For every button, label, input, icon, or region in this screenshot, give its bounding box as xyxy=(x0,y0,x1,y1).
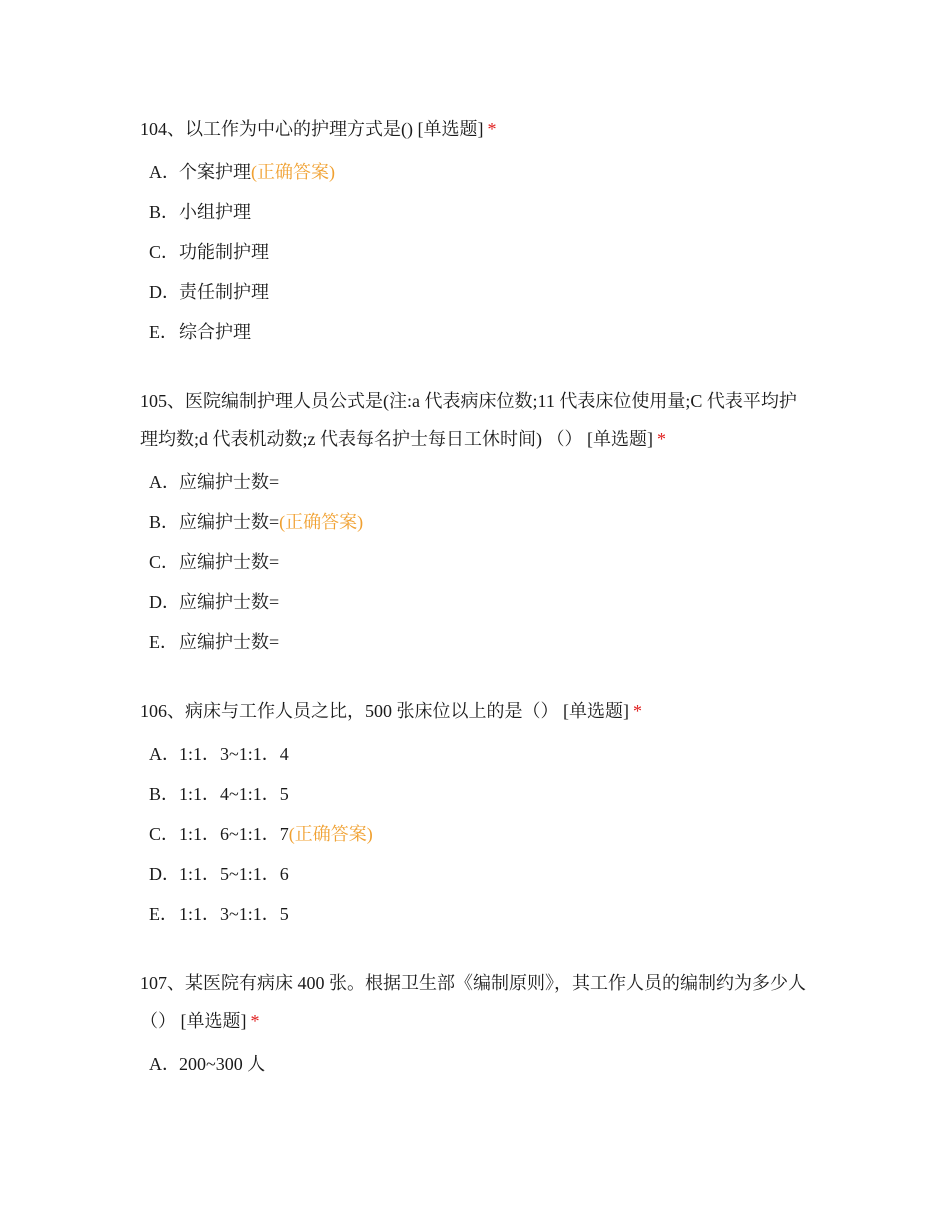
option-list xyxy=(140,734,810,934)
option-a[interactable]: A．应编护士数= xyxy=(149,472,280,492)
option-d[interactable]: D．责任制护理 xyxy=(149,282,269,302)
option-b[interactable]: B．小组护理 xyxy=(149,202,251,222)
question-title: 104、以工作为中心的护理方式是() [单选题] * xyxy=(140,119,497,139)
option-a[interactable]: A．个案护理(正确答案) xyxy=(149,162,335,182)
required-mark: * xyxy=(250,1011,260,1031)
option-d[interactable]: D．应编护士数= xyxy=(149,592,280,612)
question-106 xyxy=(140,692,810,934)
option-e[interactable]: E．1:1．3~1:1．5 xyxy=(149,904,289,924)
option-list xyxy=(140,462,810,662)
question-title: 105、医院编制护理人员公式是(注:a 代表病床位数;11 代表床位使用量;C 代表平均护理均数;d 代表机动数;z 代表每名护士每日工休时间) （） [单选题] * xyxy=(140,391,797,449)
option-list xyxy=(140,1044,810,1084)
option-c[interactable]: C．应编护士数= xyxy=(149,552,280,572)
correct-answer-tag: (正确答案) xyxy=(288,824,373,844)
option-c[interactable]: C．1:1．6~1:1．7(正确答案) xyxy=(149,824,373,844)
option-b[interactable]: B．应编护士数=(正确答案) xyxy=(149,512,364,532)
correct-answer-tag: (正确答案) xyxy=(251,162,335,182)
option-d[interactable]: D．1:1．5~1:1．6 xyxy=(149,864,289,884)
required-mark: * xyxy=(656,429,666,449)
option-e[interactable]: E．综合护理 xyxy=(149,322,251,342)
option-b[interactable]: B．1:1．4~1:1．5 xyxy=(149,784,289,804)
required-mark: * xyxy=(487,119,497,139)
option-a[interactable]: A．200~300 人 xyxy=(149,1054,266,1074)
option-c[interactable]: C．功能制护理 xyxy=(149,242,269,262)
question-105 xyxy=(140,382,810,662)
question-107 xyxy=(140,964,810,1084)
question-104 xyxy=(140,110,810,352)
option-e[interactable]: E．应编护士数= xyxy=(149,632,280,652)
required-mark: * xyxy=(633,701,642,721)
quiz-document xyxy=(140,110,810,1114)
correct-answer-tag: (正确答案) xyxy=(279,512,364,532)
option-a[interactable]: A．1:1．3~1:1．4 xyxy=(149,744,289,764)
question-title: 107、某医院有病床 400 张。根据卫生部《编制原则》，其工作人员的编制约为多少人（） [单选题] * xyxy=(140,973,806,1031)
option-list xyxy=(140,152,810,352)
question-title: 106、病床与工作人员之比，500 张床位以上的是（） [单选题] * xyxy=(140,701,642,721)
